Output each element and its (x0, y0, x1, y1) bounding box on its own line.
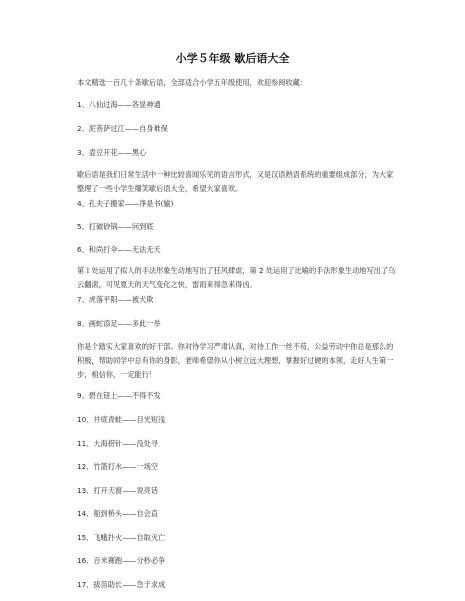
paragraph: 歇后语是我们日常生活中一种比较喜闻乐见的语言形式，又是汉语熟语系统的重要组成部分，为大家整理了一些小学生爆笑歇后语大全，希望大家喜欢。 (77, 170, 394, 193)
list-item: 4、孔夫子搬家——净是书(输) (77, 199, 174, 208)
list-item: 10、井底青蛙——目光短浅 (77, 415, 166, 424)
list-item: 16、百米赛跑——分秒必争 (77, 556, 166, 565)
paragraph: 你是个踏实大家喜欢的好干部。你对待学习严肃认真，对待工作一丝不苟，公益劳动中你总是那么的积极，帮助同学中总有你的身影，老师希望你从小树立远大理想，掌握好过硬的本领，走好人生第一步，相信你，一定能行！ (77, 342, 394, 379)
list-item: 6、和尚打伞——无法无天 (77, 245, 161, 254)
list-item: 3、壶豆开花——黑心 (77, 148, 147, 157)
list-item: 15、飞蛾扑火——自取灭亡 (77, 533, 166, 542)
list-item: 14、船到桥头——自会直 (77, 509, 159, 518)
list-item: 1、八仙过海——各显神通 (77, 100, 161, 109)
list-item: 5、打破砂锅——问到底 (77, 222, 154, 231)
list-item: 8、画蛇添足——多此一举 (77, 319, 161, 328)
paragraph: 第１处运用了拟人的手法形象生动地写出了狂风肆虐，第 2 处运用了比喻的手法形象生动地写出了乌云翻滚，可见夏天的天气变化之快，雷雨来得急来得凶。 (77, 266, 396, 289)
list-item: 7、虎落平阳——被犬欺 (77, 295, 154, 304)
document-title: 小学５年级 歇后语大全 (175, 52, 290, 65)
list-item: 12、竹篮打水——一场空 (77, 462, 159, 471)
list-item: 11、大海捞针——没处寻 (77, 439, 159, 448)
intro-line: 本文精选一百几十条歇后语，全部适合小学五年级使用，欢迎参阅收藏： (77, 78, 308, 87)
list-item: 13、打开天窗——说亮话 (77, 486, 159, 495)
list-item: 9、碧在钮上——不得不发 (77, 391, 161, 400)
list-item: 17、拔苗助长——急于求成 (77, 580, 166, 589)
list-item: 2、泥菩萨过江——自身难保 (77, 124, 168, 133)
